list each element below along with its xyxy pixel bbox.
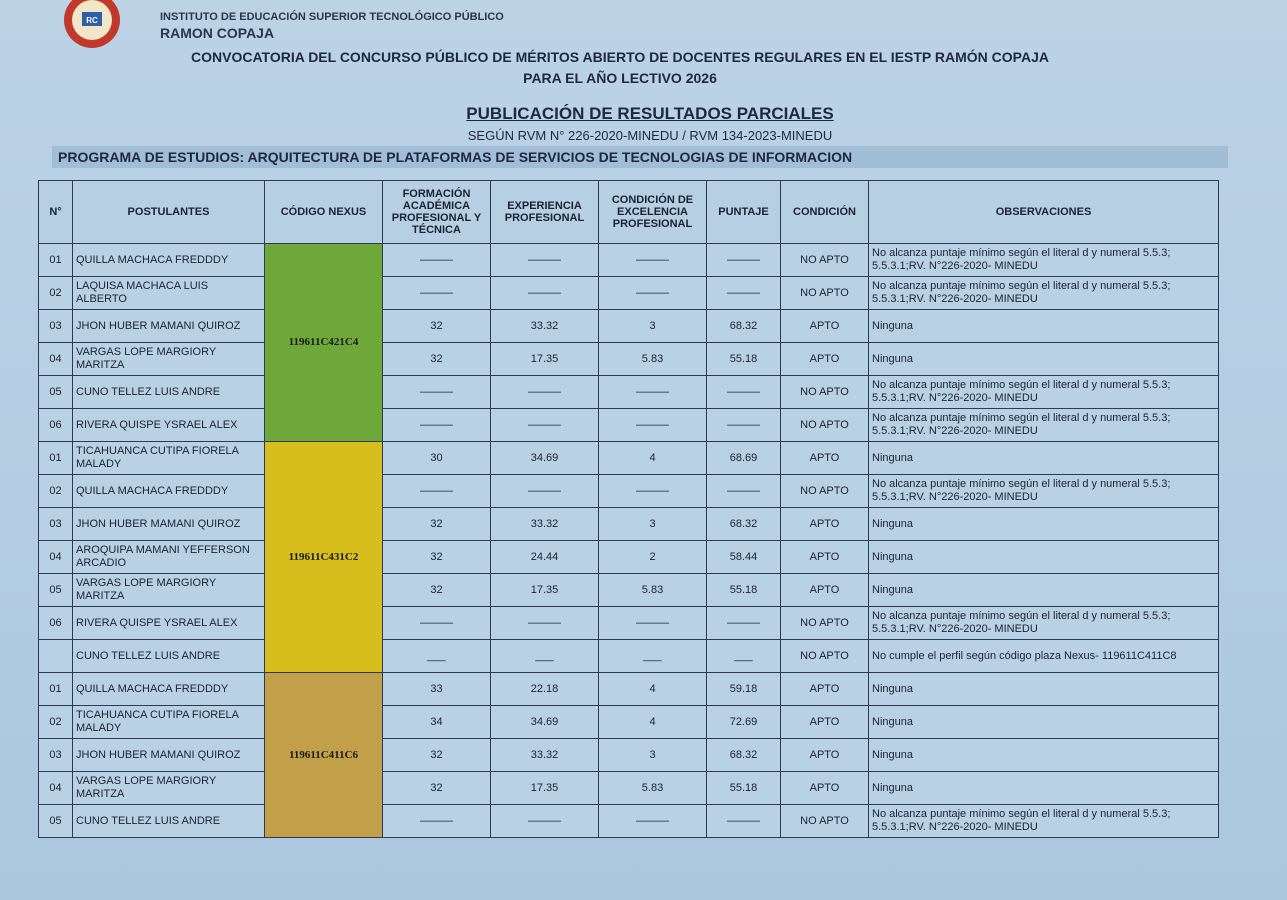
nexus-code: 119611C421C4 (265, 244, 383, 442)
condition-status: NO APTO (781, 409, 869, 442)
table-row (39, 673, 1219, 706)
row-number: 01 (39, 673, 73, 706)
col-header-excelencia: CONDICIÓN DE EXCELENCIA PROFESIONAL (599, 181, 707, 244)
col-header-formacion: FORMACIÓN ACADÉMICA PROFESIONAL Y TÉCNICA (383, 181, 491, 244)
total-score: 59.18 (707, 673, 781, 706)
total-score: 68.32 (707, 508, 781, 541)
excelencia-score: 2 (599, 541, 707, 574)
condition-status: NO APTO (781, 640, 869, 673)
table-row (39, 343, 1219, 376)
row-number: 01 (39, 244, 73, 277)
row-number: 04 (39, 541, 73, 574)
experiencia-score: 24.44 (491, 541, 599, 574)
applicant-name: QUILLA MACHACA FREDDDY (73, 475, 265, 508)
condition-status: APTO (781, 310, 869, 343)
experiencia-score: 22.18 (491, 673, 599, 706)
formacion-score: ——— (383, 475, 491, 508)
col-header-condicion: CONDICIÓN (781, 181, 869, 244)
formacion-score: ——— (383, 409, 491, 442)
excelencia-score: 3 (599, 310, 707, 343)
observation: Ninguna (869, 772, 1219, 805)
condition-status: NO APTO (781, 475, 869, 508)
formacion-score: 32 (383, 739, 491, 772)
formacion-score: ——— (383, 277, 491, 310)
condition-status: APTO (781, 574, 869, 607)
formacion-score: 32 (383, 772, 491, 805)
total-score: 55.18 (707, 574, 781, 607)
experiencia-score: ——— (491, 277, 599, 310)
table-row (39, 508, 1219, 541)
table-row (39, 706, 1219, 739)
applicant-name: QUILLA MACHACA FREDDDY (73, 673, 265, 706)
applicant-name: QUILLA MACHACA FREDDDY (73, 244, 265, 277)
nexus-code: 119611C411C6 (265, 673, 383, 838)
observation: Ninguna (869, 574, 1219, 607)
row-number (39, 640, 73, 673)
observation: No alcanza puntaje mínimo según el literal d y numeral 5.5.3; 5.5.3.1;RV. N°226-2020- MINEDU (869, 805, 1219, 838)
condition-status: APTO (781, 343, 869, 376)
excelencia-score: ——— (599, 244, 707, 277)
experiencia-score: ——— (491, 376, 599, 409)
experiencia-score: ___ (491, 640, 599, 673)
row-number: 02 (39, 277, 73, 310)
table-row (39, 640, 1219, 673)
total-score: 68.32 (707, 310, 781, 343)
institution-logo (62, 0, 122, 50)
condition-status: NO APTO (781, 376, 869, 409)
col-header-puntaje: PUNTAJE (707, 181, 781, 244)
row-number: 04 (39, 772, 73, 805)
formacion-score: 30 (383, 442, 491, 475)
table-row (39, 277, 1219, 310)
experiencia-score: 17.35 (491, 772, 599, 805)
observation: No alcanza puntaje mínimo según el literal d y numeral 5.5.3; 5.5.3.1;RV. N°226-2020- MINEDU (869, 376, 1219, 409)
row-number: 03 (39, 310, 73, 343)
applicant-name: JHON HUBER MAMANI QUIROZ (73, 739, 265, 772)
table-row (39, 409, 1219, 442)
formacion-score: 33 (383, 673, 491, 706)
excelencia-score: ——— (599, 475, 707, 508)
total-score: 68.69 (707, 442, 781, 475)
excelencia-score: 3 (599, 508, 707, 541)
col-header-n: N° (39, 181, 73, 244)
condition-status: NO APTO (781, 244, 869, 277)
formacion-score: ——— (383, 805, 491, 838)
convocatoria-line-2: PARA EL AÑO LECTIVO 2026 (523, 70, 717, 86)
formacion-score: ——— (383, 607, 491, 640)
total-score: ——— (707, 409, 781, 442)
row-number: 05 (39, 376, 73, 409)
results-table (38, 180, 1219, 838)
table-row (39, 376, 1219, 409)
applicant-name: RIVERA QUISPE YSRAEL ALEX (73, 607, 265, 640)
formacion-score: 32 (383, 508, 491, 541)
experiencia-score: 34.69 (491, 442, 599, 475)
excelencia-score: ——— (599, 277, 707, 310)
applicant-name: CUNO TELLEZ LUIS ANDRE (73, 640, 265, 673)
table-row (39, 541, 1219, 574)
excelencia-score: ——— (599, 376, 707, 409)
condition-status: APTO (781, 673, 869, 706)
applicant-name: TICAHUANCA CUTIPA FIORELA MALADY (73, 706, 265, 739)
total-score: 55.18 (707, 772, 781, 805)
table-row (39, 772, 1219, 805)
observation: Ninguna (869, 442, 1219, 475)
observation: Ninguna (869, 343, 1219, 376)
header-row (39, 181, 1219, 244)
total-score: ——— (707, 244, 781, 277)
observation: Ninguna (869, 706, 1219, 739)
row-number: 03 (39, 508, 73, 541)
applicant-name: CUNO TELLEZ LUIS ANDRE (73, 376, 265, 409)
col-header-experiencia: EXPERIENCIA PROFESIONAL (491, 181, 599, 244)
row-number: 06 (39, 409, 73, 442)
formacion-score: ___ (383, 640, 491, 673)
total-score: 55.18 (707, 343, 781, 376)
total-score: 58.44 (707, 541, 781, 574)
publication-title: PUBLICACIÓN DE RESULTADOS PARCIALES (466, 104, 834, 123)
observation: Ninguna (869, 739, 1219, 772)
applicant-name: AROQUIPA MAMANI YEFFERSON ARCADIO (73, 541, 265, 574)
table-row (39, 739, 1219, 772)
excelencia-score: 5.83 (599, 343, 707, 376)
table-row (39, 805, 1219, 838)
logo-text: RC (86, 16, 98, 25)
formacion-score: 32 (383, 574, 491, 607)
applicant-name: LAQUISA MACHACA LUIS ALBERTO (73, 277, 265, 310)
row-number: 06 (39, 607, 73, 640)
formacion-score: 34 (383, 706, 491, 739)
condition-status: APTO (781, 508, 869, 541)
excelencia-score: ——— (599, 805, 707, 838)
total-score: 68.32 (707, 739, 781, 772)
observation: No alcanza puntaje mínimo según el literal d y numeral 5.5.3; 5.5.3.1;RV. N°226-2020- MINEDU (869, 607, 1219, 640)
applicant-name: JHON HUBER MAMANI QUIROZ (73, 310, 265, 343)
table-row (39, 310, 1219, 343)
observation: Ninguna (869, 508, 1219, 541)
formacion-score: 32 (383, 343, 491, 376)
observation: Ninguna (869, 310, 1219, 343)
experiencia-score: ——— (491, 475, 599, 508)
institution-line: INSTITUTO DE EDUCACIÓN SUPERIOR TECNOLÓGICO PÚBLICO (160, 11, 504, 23)
formacion-score: 32 (383, 541, 491, 574)
rvm-reference: SEGÚN RVM N° 226-2020-MINEDU / RVM 134-2023-MINEDU (467, 128, 833, 143)
observation: No alcanza puntaje mínimo según el literal d y numeral 5.5.3; 5.5.3.1;RV. N°226-2020- MINEDU (869, 277, 1219, 310)
experiencia-score: 34.69 (491, 706, 599, 739)
experiencia-score: ——— (491, 607, 599, 640)
row-number: 02 (39, 706, 73, 739)
row-number: 04 (39, 343, 73, 376)
applicant-name: RIVERA QUISPE YSRAEL ALEX (73, 409, 265, 442)
row-number: 02 (39, 475, 73, 508)
applicant-name: CUNO TELLEZ LUIS ANDRE (73, 805, 265, 838)
excelencia-score: 5.83 (599, 772, 707, 805)
table-row (39, 607, 1219, 640)
formacion-score: ——— (383, 376, 491, 409)
experiencia-score: 33.32 (491, 508, 599, 541)
condition-status: NO APTO (781, 805, 869, 838)
table-row (39, 442, 1219, 475)
experiencia-score: ——— (491, 409, 599, 442)
observation: No cumple el perfil según código plaza Nexus- 119611C411C8 (869, 640, 1219, 673)
excelencia-score: 4 (599, 706, 707, 739)
experiencia-score: 17.35 (491, 343, 599, 376)
condition-status: APTO (781, 442, 869, 475)
total-score: ——— (707, 376, 781, 409)
experiencia-score: ——— (491, 244, 599, 277)
condition-status: APTO (781, 739, 869, 772)
experiencia-score: 17.35 (491, 574, 599, 607)
program-banner: PROGRAMA DE ESTUDIOS: ARQUITECTURA DE PLATAFORMAS DE SERVICIOS DE TECNOLOGIAS DE INFORMACION (52, 146, 1228, 168)
excelencia-score: ___ (599, 640, 707, 673)
row-number: 05 (39, 805, 73, 838)
row-number: 01 (39, 442, 73, 475)
total-score: ——— (707, 277, 781, 310)
excelencia-score: 4 (599, 442, 707, 475)
observation: Ninguna (869, 673, 1219, 706)
table-row (39, 574, 1219, 607)
table-row (39, 244, 1219, 277)
observation: Ninguna (869, 541, 1219, 574)
total-score: 72.69 (707, 706, 781, 739)
total-score: ___ (707, 640, 781, 673)
observation: No alcanza puntaje mínimo según el literal d y numeral 5.5.3; 5.5.3.1;RV. N°226-2020- MINEDU (869, 244, 1219, 277)
condition-status: NO APTO (781, 277, 869, 310)
excelencia-score: ——— (599, 409, 707, 442)
nexus-code: 119611C431C2 (265, 442, 383, 673)
experiencia-score: ——— (491, 805, 599, 838)
experiencia-score: 33.32 (491, 739, 599, 772)
col-header-codigo-nexus: CÓDIGO NEXUS (265, 181, 383, 244)
excelencia-score: 5.83 (599, 574, 707, 607)
applicant-name: TICAHUANCA CUTIPA FIORELA MALADY (73, 442, 265, 475)
condition-status: APTO (781, 541, 869, 574)
experiencia-score: 33.32 (491, 310, 599, 343)
col-header-postulantes: POSTULANTES (73, 181, 265, 244)
institution-name: RAMON COPAJA (160, 25, 275, 41)
observation: No alcanza puntaje mínimo según el literal d y numeral 5.5.3; 5.5.3.1;RV. N°226-2020- MINEDU (869, 475, 1219, 508)
formacion-score: ——— (383, 244, 491, 277)
applicant-name: JHON HUBER MAMANI QUIROZ (73, 508, 265, 541)
condition-status: NO APTO (781, 607, 869, 640)
total-score: ——— (707, 805, 781, 838)
applicant-name: VARGAS LOPE MARGIORY MARITZA (73, 772, 265, 805)
excelencia-score: 4 (599, 673, 707, 706)
excelencia-score: 3 (599, 739, 707, 772)
applicant-name: VARGAS LOPE MARGIORY MARITZA (73, 574, 265, 607)
row-number: 03 (39, 739, 73, 772)
observation: No alcanza puntaje mínimo según el literal d y numeral 5.5.3; 5.5.3.1;RV. N°226-2020- MINEDU (869, 409, 1219, 442)
total-score: ——— (707, 607, 781, 640)
formacion-score: 32 (383, 310, 491, 343)
row-number: 05 (39, 574, 73, 607)
col-header-observaciones: OBSERVACIONES (869, 181, 1219, 244)
excelencia-score: ——— (599, 607, 707, 640)
results-body (39, 244, 1219, 838)
applicant-name: VARGAS LOPE MARGIORY MARITZA (73, 343, 265, 376)
table-row (39, 475, 1219, 508)
total-score: ——— (707, 475, 781, 508)
condition-status: APTO (781, 706, 869, 739)
convocatoria-line-1: CONVOCATORIA DEL CONCURSO PÚBLICO DE MÉRITOS ABIERTO DE DOCENTES REGULARES EN EL IESTP RAMÓN COPAJA (191, 49, 1049, 65)
condition-status: APTO (781, 772, 869, 805)
